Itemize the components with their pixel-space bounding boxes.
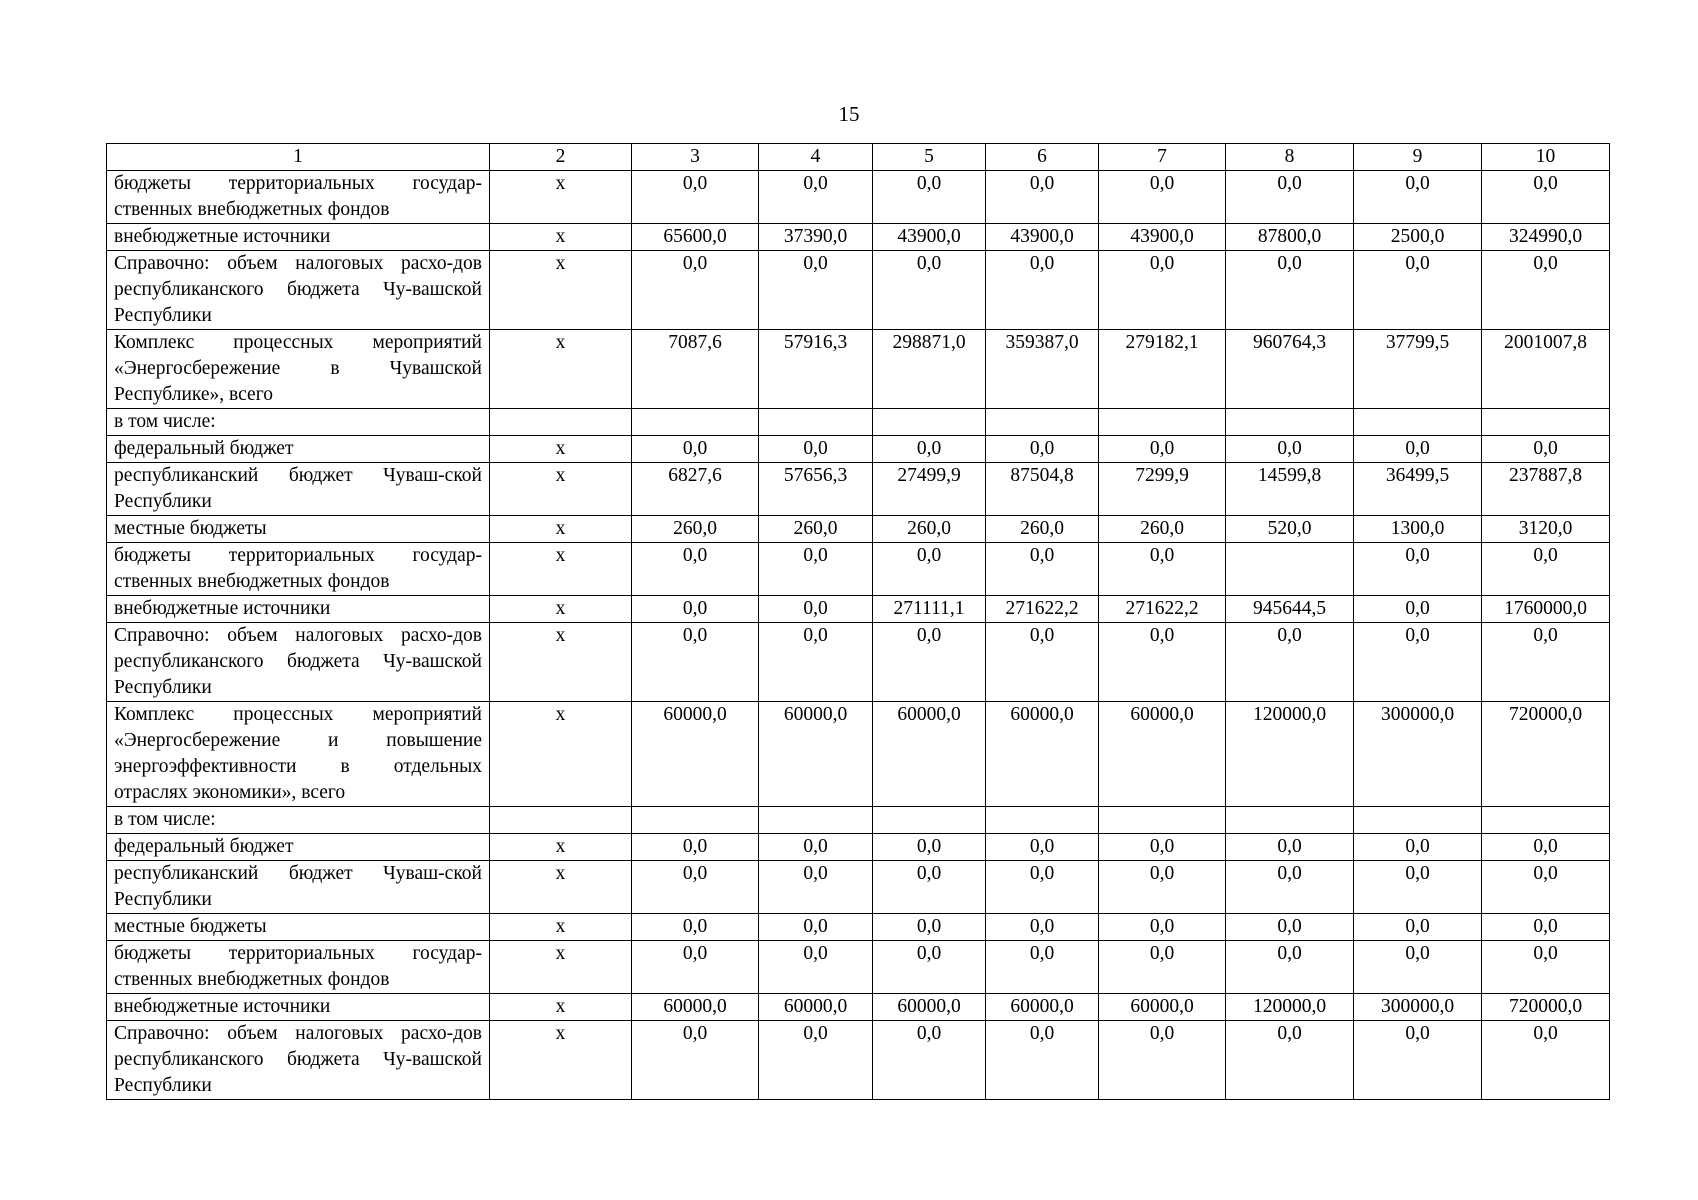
- value-cell-col-6: 43900,0: [986, 224, 1099, 251]
- row-label: внебюджетные источники: [107, 596, 490, 623]
- value-cell-col-8: [1226, 807, 1354, 834]
- value-cell-col-9: 0,0: [1354, 623, 1482, 702]
- value-cell-col-8: 945644,5: [1226, 596, 1354, 623]
- value-cell-col-6: 0,0: [986, 914, 1099, 941]
- value-cell-col-6: 0,0: [986, 543, 1099, 596]
- value-cell-col-6: 0,0: [986, 171, 1099, 224]
- table-row: [107, 251, 1610, 330]
- row-mark: [490, 409, 632, 436]
- table-row: [107, 516, 1610, 543]
- value-cell-col-5: 298871,0: [873, 330, 986, 409]
- value-cell-col-7: 0,0: [1099, 251, 1226, 330]
- value-cell-col-3: 0,0: [632, 596, 759, 623]
- value-cell-col-6: 60000,0: [986, 994, 1099, 1021]
- row-label: бюджеты территориальных государ-ственных внебюджетных фондов: [107, 543, 490, 596]
- value-cell-col-8: 0,0: [1226, 623, 1354, 702]
- table-row: [107, 543, 1610, 596]
- value-cell-col-5: 60000,0: [873, 994, 986, 1021]
- row-label: внебюджетные источники: [107, 994, 490, 1021]
- value-cell-col-7: [1099, 807, 1226, 834]
- row-mark: x: [490, 861, 632, 914]
- value-cell-col-4: 0,0: [759, 834, 873, 861]
- row-label: бюджеты территориальных государ-ственных внебюджетных фондов: [107, 941, 490, 994]
- row-label: местные бюджеты: [107, 914, 490, 941]
- value-cell-col-9: 0,0: [1354, 834, 1482, 861]
- value-cell-col-3: 0,0: [632, 861, 759, 914]
- value-cell-col-10: 0,0: [1482, 1021, 1610, 1100]
- row-mark: x: [490, 596, 632, 623]
- value-cell-col-10: 0,0: [1482, 914, 1610, 941]
- value-cell-col-7: 0,0: [1099, 834, 1226, 861]
- value-cell-col-10: 0,0: [1482, 861, 1610, 914]
- value-cell-col-8: 14599,8: [1226, 463, 1354, 516]
- table-row: [107, 330, 1610, 409]
- value-cell-col-8: 0,0: [1226, 251, 1354, 330]
- table-row: [107, 914, 1610, 941]
- value-cell-col-9: 0,0: [1354, 941, 1482, 994]
- value-cell-col-5: 60000,0: [873, 702, 986, 807]
- value-cell-col-7: 0,0: [1099, 436, 1226, 463]
- value-cell-col-9: 0,0: [1354, 171, 1482, 224]
- value-cell-col-10: 3120,0: [1482, 516, 1610, 543]
- row-mark: x: [490, 1021, 632, 1100]
- column-header-6: 6: [986, 144, 1099, 171]
- value-cell-col-4: 0,0: [759, 596, 873, 623]
- value-cell-col-8: 0,0: [1226, 1021, 1354, 1100]
- value-cell-col-7: 60000,0: [1099, 994, 1226, 1021]
- value-cell-col-8: 0,0: [1226, 171, 1354, 224]
- value-cell-col-7: 0,0: [1099, 171, 1226, 224]
- table-row: [107, 224, 1610, 251]
- value-cell-col-7: 0,0: [1099, 941, 1226, 994]
- value-cell-col-10: 0,0: [1482, 834, 1610, 861]
- row-label: внебюджетные источники: [107, 224, 490, 251]
- table-row: [107, 436, 1610, 463]
- value-cell-col-3: 260,0: [632, 516, 759, 543]
- value-cell-col-6: 87504,8: [986, 463, 1099, 516]
- value-cell-col-10: 0,0: [1482, 543, 1610, 596]
- value-cell-col-10: 720000,0: [1482, 702, 1610, 807]
- value-cell-col-9: 0,0: [1354, 436, 1482, 463]
- value-cell-col-8: 120000,0: [1226, 994, 1354, 1021]
- value-cell-col-6: 0,0: [986, 861, 1099, 914]
- table-header: [107, 144, 1610, 171]
- row-mark: x: [490, 436, 632, 463]
- table-row: [107, 1021, 1610, 1100]
- row-mark: x: [490, 834, 632, 861]
- value-cell-col-3: 6827,6: [632, 463, 759, 516]
- value-cell-col-4: 60000,0: [759, 702, 873, 807]
- value-cell-col-5: 0,0: [873, 861, 986, 914]
- value-cell-col-7: 0,0: [1099, 543, 1226, 596]
- column-header-7: 7: [1099, 144, 1226, 171]
- value-cell-col-3: 0,0: [632, 436, 759, 463]
- value-cell-col-3: [632, 807, 759, 834]
- value-cell-col-4: 0,0: [759, 543, 873, 596]
- value-cell-col-3: 0,0: [632, 941, 759, 994]
- column-header-1: 1: [107, 144, 490, 171]
- value-cell-col-7: 271622,2: [1099, 596, 1226, 623]
- value-cell-col-4: 0,0: [759, 171, 873, 224]
- column-header-5: 5: [873, 144, 986, 171]
- row-mark: x: [490, 623, 632, 702]
- value-cell-col-3: 60000,0: [632, 702, 759, 807]
- row-label: в том числе:: [107, 807, 490, 834]
- value-cell-col-5: 0,0: [873, 623, 986, 702]
- value-cell-col-4: 0,0: [759, 251, 873, 330]
- value-cell-col-3: 0,0: [632, 171, 759, 224]
- column-header-10: 10: [1482, 144, 1610, 171]
- value-cell-col-5: 27499,9: [873, 463, 986, 516]
- row-mark: x: [490, 941, 632, 994]
- value-cell-col-8: 0,0: [1226, 914, 1354, 941]
- value-cell-col-6: 0,0: [986, 436, 1099, 463]
- value-cell-col-10: 720000,0: [1482, 994, 1610, 1021]
- table-row: [107, 994, 1610, 1021]
- page-number: 15: [838, 102, 860, 126]
- value-cell-col-6: 260,0: [986, 516, 1099, 543]
- value-cell-col-3: 60000,0: [632, 994, 759, 1021]
- value-cell-col-4: 0,0: [759, 861, 873, 914]
- value-cell-col-9: 0,0: [1354, 543, 1482, 596]
- value-cell-col-5: 43900,0: [873, 224, 986, 251]
- value-cell-col-5: 0,0: [873, 1021, 986, 1100]
- row-mark: x: [490, 224, 632, 251]
- value-cell-col-7: 260,0: [1099, 516, 1226, 543]
- value-cell-col-3: 0,0: [632, 623, 759, 702]
- row-label: Комплекс процессных мероприятий «Энергосбережение и повышение энергоэффективности в отдельных отраслях экономики», всего: [107, 702, 490, 807]
- row-mark: x: [490, 171, 632, 224]
- value-cell-col-10: 324990,0: [1482, 224, 1610, 251]
- value-cell-col-9: 0,0: [1354, 861, 1482, 914]
- value-cell-col-7: 0,0: [1099, 1021, 1226, 1100]
- value-cell-col-6: 0,0: [986, 623, 1099, 702]
- value-cell-col-5: 0,0: [873, 171, 986, 224]
- value-cell-col-9: 300000,0: [1354, 702, 1482, 807]
- row-mark: x: [490, 994, 632, 1021]
- value-cell-col-6: [986, 409, 1099, 436]
- column-header-2: 2: [490, 144, 632, 171]
- value-cell-col-4: 57656,3: [759, 463, 873, 516]
- value-cell-col-5: [873, 807, 986, 834]
- row-mark: x: [490, 516, 632, 543]
- value-cell-col-4: 37390,0: [759, 224, 873, 251]
- value-cell-col-9: [1354, 409, 1482, 436]
- value-cell-col-10: 0,0: [1482, 171, 1610, 224]
- value-cell-col-4: 0,0: [759, 1021, 873, 1100]
- value-cell-col-8: [1226, 409, 1354, 436]
- table-row: [107, 409, 1610, 436]
- value-cell-col-10: 0,0: [1482, 941, 1610, 994]
- row-label: в том числе:: [107, 409, 490, 436]
- value-cell-col-7: 60000,0: [1099, 702, 1226, 807]
- table-row: [107, 463, 1610, 516]
- value-cell-col-9: [1354, 807, 1482, 834]
- value-cell-col-5: 0,0: [873, 251, 986, 330]
- value-cell-col-8: 0,0: [1226, 861, 1354, 914]
- value-cell-col-7: 279182,1: [1099, 330, 1226, 409]
- row-label: бюджеты территориальных государ-ственных внебюджетных фондов: [107, 171, 490, 224]
- value-cell-col-6: 0,0: [986, 251, 1099, 330]
- value-cell-col-5: 0,0: [873, 436, 986, 463]
- value-cell-col-8: 960764,3: [1226, 330, 1354, 409]
- value-cell-col-3: 0,0: [632, 543, 759, 596]
- value-cell-col-10: 1760000,0: [1482, 596, 1610, 623]
- value-cell-col-9: 1300,0: [1354, 516, 1482, 543]
- value-cell-col-6: [986, 807, 1099, 834]
- row-mark: x: [490, 330, 632, 409]
- row-mark: x: [490, 251, 632, 330]
- column-header-3: 3: [632, 144, 759, 171]
- row-label: Справочно: объем налоговых расхо-дов республиканского бюджета Чу-вашской Республики: [107, 623, 490, 702]
- value-cell-col-5: 0,0: [873, 543, 986, 596]
- table-row: [107, 807, 1610, 834]
- value-cell-col-7: 0,0: [1099, 861, 1226, 914]
- value-cell-col-10: 237887,8: [1482, 463, 1610, 516]
- value-cell-col-8: [1226, 543, 1354, 596]
- value-cell-col-3: 0,0: [632, 251, 759, 330]
- value-cell-col-6: 359387,0: [986, 330, 1099, 409]
- value-cell-col-4: 260,0: [759, 516, 873, 543]
- value-cell-col-8: 120000,0: [1226, 702, 1354, 807]
- table-row: [107, 623, 1610, 702]
- value-cell-col-3: 7087,6: [632, 330, 759, 409]
- value-cell-col-7: 43900,0: [1099, 224, 1226, 251]
- value-cell-col-10: 0,0: [1482, 251, 1610, 330]
- value-cell-col-9: 0,0: [1354, 251, 1482, 330]
- value-cell-col-4: 0,0: [759, 914, 873, 941]
- value-cell-col-10: [1482, 409, 1610, 436]
- value-cell-col-5: 271111,1: [873, 596, 986, 623]
- value-cell-col-9: 37799,5: [1354, 330, 1482, 409]
- row-label: Справочно: объем налоговых расхо-дов республиканского бюджета Чу-вашской Республики: [107, 1021, 490, 1100]
- value-cell-col-7: [1099, 409, 1226, 436]
- row-label: республиканский бюджет Чуваш-ской Республики: [107, 463, 490, 516]
- value-cell-col-10: 0,0: [1482, 436, 1610, 463]
- value-cell-col-4: 0,0: [759, 941, 873, 994]
- value-cell-col-4: [759, 409, 873, 436]
- value-cell-col-7: 0,0: [1099, 623, 1226, 702]
- row-label: федеральный бюджет: [107, 834, 490, 861]
- header-row: [107, 144, 1610, 171]
- column-header-8: 8: [1226, 144, 1354, 171]
- row-label: Комплекс процессных мероприятий «Энергосбережение в Чувашской Республике», всего: [107, 330, 490, 409]
- value-cell-col-9: 0,0: [1354, 1021, 1482, 1100]
- value-cell-col-6: 0,0: [986, 834, 1099, 861]
- value-cell-col-7: 7299,9: [1099, 463, 1226, 516]
- row-mark: x: [490, 463, 632, 516]
- value-cell-col-8: 520,0: [1226, 516, 1354, 543]
- value-cell-col-4: 60000,0: [759, 994, 873, 1021]
- value-cell-col-7: 0,0: [1099, 914, 1226, 941]
- value-cell-col-3: 0,0: [632, 834, 759, 861]
- value-cell-col-5: 0,0: [873, 834, 986, 861]
- column-header-9: 9: [1354, 144, 1482, 171]
- value-cell-col-6: 271622,2: [986, 596, 1099, 623]
- value-cell-col-4: [759, 807, 873, 834]
- value-cell-col-3: 0,0: [632, 914, 759, 941]
- value-cell-col-8: 0,0: [1226, 941, 1354, 994]
- value-cell-col-6: 0,0: [986, 1021, 1099, 1100]
- column-header-4: 4: [759, 144, 873, 171]
- value-cell-col-4: 0,0: [759, 436, 873, 463]
- table-row: [107, 702, 1610, 807]
- table-row: [107, 941, 1610, 994]
- value-cell-col-5: [873, 409, 986, 436]
- row-mark: x: [490, 702, 632, 807]
- value-cell-col-4: 57916,3: [759, 330, 873, 409]
- value-cell-col-10: [1482, 807, 1610, 834]
- table-row: [107, 596, 1610, 623]
- value-cell-col-4: 0,0: [759, 623, 873, 702]
- row-label: республиканский бюджет Чуваш-ской Республики: [107, 861, 490, 914]
- table-row: [107, 171, 1610, 224]
- value-cell-col-8: 0,0: [1226, 834, 1354, 861]
- value-cell-col-5: 0,0: [873, 941, 986, 994]
- budget-table: [106, 143, 1610, 1100]
- value-cell-col-3: [632, 409, 759, 436]
- value-cell-col-3: 65600,0: [632, 224, 759, 251]
- row-label: местные бюджеты: [107, 516, 490, 543]
- value-cell-col-9: 0,0: [1354, 914, 1482, 941]
- value-cell-col-6: 60000,0: [986, 702, 1099, 807]
- value-cell-col-9: 0,0: [1354, 596, 1482, 623]
- value-cell-col-9: 300000,0: [1354, 994, 1482, 1021]
- row-label: Справочно: объем налоговых расхо-дов республиканского бюджета Чу-вашской Республики: [107, 251, 490, 330]
- row-mark: [490, 807, 632, 834]
- table-row: [107, 834, 1610, 861]
- value-cell-col-8: 87800,0: [1226, 224, 1354, 251]
- value-cell-col-10: 2001007,8: [1482, 330, 1610, 409]
- row-label: федеральный бюджет: [107, 436, 490, 463]
- row-mark: x: [490, 543, 632, 596]
- table-body: [107, 171, 1610, 1100]
- row-mark: x: [490, 914, 632, 941]
- table-row: [107, 861, 1610, 914]
- value-cell-col-9: 36499,5: [1354, 463, 1482, 516]
- value-cell-col-3: 0,0: [632, 1021, 759, 1100]
- value-cell-col-5: 0,0: [873, 914, 986, 941]
- value-cell-col-10: 0,0: [1482, 623, 1610, 702]
- value-cell-col-6: 0,0: [986, 941, 1099, 994]
- value-cell-col-5: 260,0: [873, 516, 986, 543]
- value-cell-col-9: 2500,0: [1354, 224, 1482, 251]
- value-cell-col-8: 0,0: [1226, 436, 1354, 463]
